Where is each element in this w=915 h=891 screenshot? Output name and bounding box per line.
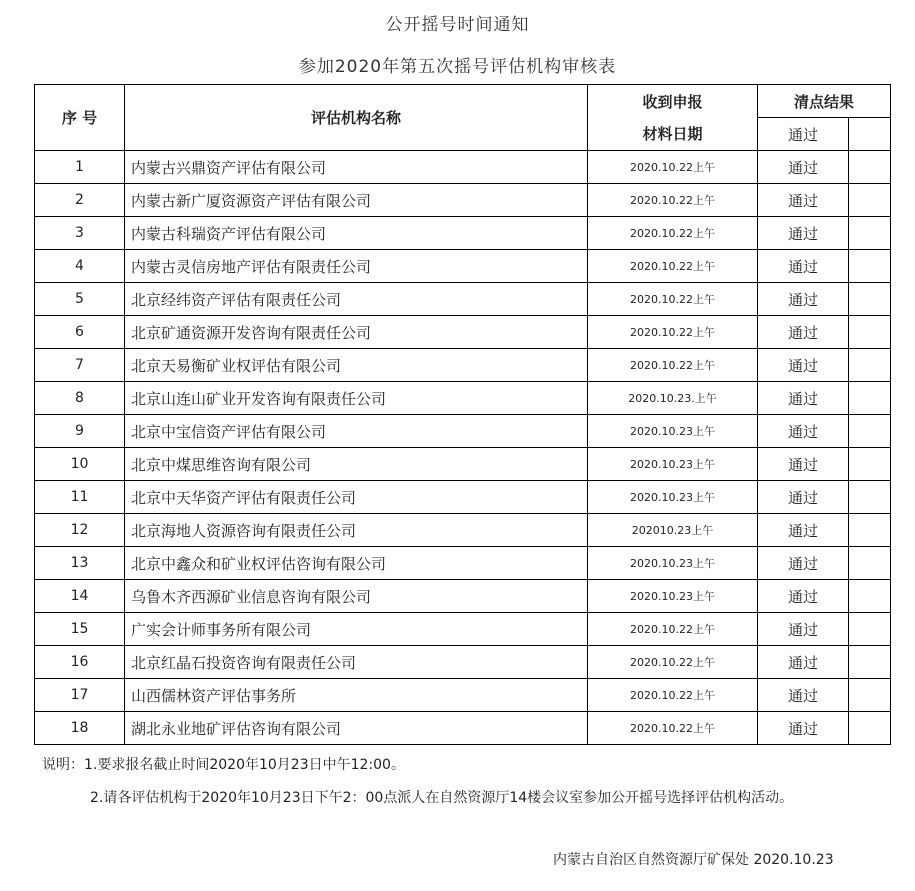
row-blank: [849, 151, 891, 184]
row-blank: [849, 283, 891, 316]
row-blank: [849, 613, 891, 646]
header-date: [588, 85, 758, 151]
row-date: 2020.10.22上午: [588, 283, 758, 316]
row-seq: 14: [35, 580, 125, 613]
row-date: 2020.10.22上午: [588, 679, 758, 712]
row-seq: 11: [35, 481, 125, 514]
row-blank: [849, 646, 891, 679]
row-date: 2020.10.22上午: [588, 250, 758, 283]
row-seq: 3: [35, 217, 125, 250]
row-seq: 1: [35, 151, 125, 184]
header-date-line2: 材料日期: [642, 124, 703, 143]
row-date: 2020.10.22上午: [588, 217, 758, 250]
row-org-name: 北京中宝信资产评估有限公司: [125, 415, 588, 448]
row-org-name: 内蒙古兴鼎资产评估有限公司: [125, 151, 588, 184]
table-row: [35, 283, 891, 316]
review-table: [34, 84, 891, 745]
row-date: 2020.10.23上午: [588, 448, 758, 481]
row-seq: 10: [35, 448, 125, 481]
footer-issuer-date: 内蒙古自治区自然资源厅矿保处 2020.10.23: [553, 852, 834, 868]
table-row: [35, 217, 891, 250]
row-date: 202010.23上午: [588, 514, 758, 547]
row-org-name: 乌鲁木齐西源矿业信息咨询有限公司: [125, 580, 588, 613]
row-seq: 2: [35, 184, 125, 217]
row-seq: 9: [35, 415, 125, 448]
row-org-name: 北京中鑫众和矿业权评估咨询有限公司: [125, 547, 588, 580]
row-seq: 8: [35, 382, 125, 415]
row-blank: [849, 349, 891, 382]
table-row: [35, 514, 891, 547]
header-result: 清点结果: [758, 85, 891, 118]
row-blank: [849, 679, 891, 712]
table-row: [35, 415, 891, 448]
row-date: 2020.10.23上午: [588, 547, 758, 580]
row-org-name: 北京经纬资产评估有限责任公司: [125, 283, 588, 316]
row-date: 2020.10.22上午: [588, 712, 758, 745]
row-result: 通过: [758, 580, 849, 613]
row-result: 通过: [758, 382, 849, 415]
table-row: [35, 151, 891, 184]
header-result-sub: 通过: [758, 118, 849, 151]
row-result: 通过: [758, 217, 849, 250]
table-row: [35, 547, 891, 580]
header-seq: 序 号: [35, 85, 125, 151]
table-row: [35, 349, 891, 382]
table-row: [35, 481, 891, 514]
row-blank: [849, 415, 891, 448]
row-org-name: 内蒙古科瑞资产评估有限公司: [125, 217, 588, 250]
table-row: [35, 580, 891, 613]
row-org-name: 北京天易衡矿业权评估有限公司: [125, 349, 588, 382]
header-date-line1: 收到申报: [642, 92, 703, 111]
header-org-name: 评估机构名称: [125, 85, 588, 151]
row-date: 2020.10.22上午: [588, 349, 758, 382]
row-result: 通过: [758, 679, 849, 712]
row-org-name: 内蒙古灵信房地产评估有限责任公司: [125, 250, 588, 283]
table-row: [35, 448, 891, 481]
row-seq: 17: [35, 679, 125, 712]
row-org-name: 北京红晶石投资咨询有限责任公司: [125, 646, 588, 679]
note-line-2: 2.请各评估机构于2020年10月23日下午2：00点派人在自然资源厅14楼会议室参加公开摇号选择评估机构活动。: [90, 790, 794, 806]
row-org-name: 北京山连山矿业开发咨询有限责任公司: [125, 382, 588, 415]
row-result: 通过: [758, 316, 849, 349]
row-seq: 18: [35, 712, 125, 745]
row-blank: [849, 250, 891, 283]
row-date: 2020.10.23上午: [588, 415, 758, 448]
table-row: [35, 679, 891, 712]
row-org-name: 山西儒林资产评估事务所: [125, 679, 588, 712]
table-row: [35, 613, 891, 646]
row-result: 通过: [758, 514, 849, 547]
header-result-blank: [849, 118, 891, 151]
row-date: 2020.10.22上午: [588, 316, 758, 349]
row-date: 2020.10.23上午: [588, 580, 758, 613]
row-result: 通过: [758, 349, 849, 382]
row-seq: 15: [35, 613, 125, 646]
table-row: [35, 646, 891, 679]
table-row: [35, 712, 891, 745]
row-org-name: 北京海地人资源咨询有限责任公司: [125, 514, 588, 547]
row-blank: [849, 382, 891, 415]
row-date: 2020.10.23.上午: [588, 382, 758, 415]
row-date: 2020.10.22上午: [588, 184, 758, 217]
page-title: 公开摇号时间通知: [385, 15, 530, 35]
row-seq: 4: [35, 250, 125, 283]
table-row: [35, 184, 891, 217]
row-seq: 16: [35, 646, 125, 679]
row-blank: [849, 580, 891, 613]
table-row: [35, 250, 891, 283]
row-result: 通过: [758, 283, 849, 316]
row-org-name: 广实会计师事务所有限公司: [125, 613, 588, 646]
row-result: 通过: [758, 250, 849, 283]
row-result: 通过: [758, 151, 849, 184]
row-blank: [849, 481, 891, 514]
table-title: 参加2020年第五次摇号评估机构审核表: [298, 57, 617, 77]
row-result: 通过: [758, 547, 849, 580]
row-blank: [849, 316, 891, 349]
row-blank: [849, 547, 891, 580]
table-row: [35, 316, 891, 349]
row-result: 通过: [758, 448, 849, 481]
row-org-name: 北京中煤思维咨询有限公司: [125, 448, 588, 481]
row-blank: [849, 448, 891, 481]
row-blank: [849, 712, 891, 745]
row-date: 2020.10.23上午: [588, 481, 758, 514]
row-result: 通过: [758, 415, 849, 448]
row-result: 通过: [758, 481, 849, 514]
row-result: 通过: [758, 613, 849, 646]
row-seq: 12: [35, 514, 125, 547]
row-result: 通过: [758, 184, 849, 217]
row-result: 通过: [758, 712, 849, 745]
row-seq: 6: [35, 316, 125, 349]
row-blank: [849, 514, 891, 547]
row-org-name: 湖北永业地矿评估咨询有限公司: [125, 712, 588, 745]
row-org-name: 北京中天华资产评估有限责任公司: [125, 481, 588, 514]
table-row: [35, 382, 891, 415]
row-org-name: 北京矿通资源开发咨询有限责任公司: [125, 316, 588, 349]
row-org-name: 内蒙古新广厦资源资产评估有限公司: [125, 184, 588, 217]
row-result: 通过: [758, 646, 849, 679]
row-date: 2020.10.22上午: [588, 151, 758, 184]
row-blank: [849, 184, 891, 217]
note-line-1: 说明：1.要求报名截止时间2020年10月23日中午12:00。: [42, 757, 405, 773]
row-blank: [849, 217, 891, 250]
row-seq: 13: [35, 547, 125, 580]
row-date: 2020.10.22上午: [588, 646, 758, 679]
row-seq: 7: [35, 349, 125, 382]
row-seq: 5: [35, 283, 125, 316]
row-date: 2020.10.22上午: [588, 613, 758, 646]
